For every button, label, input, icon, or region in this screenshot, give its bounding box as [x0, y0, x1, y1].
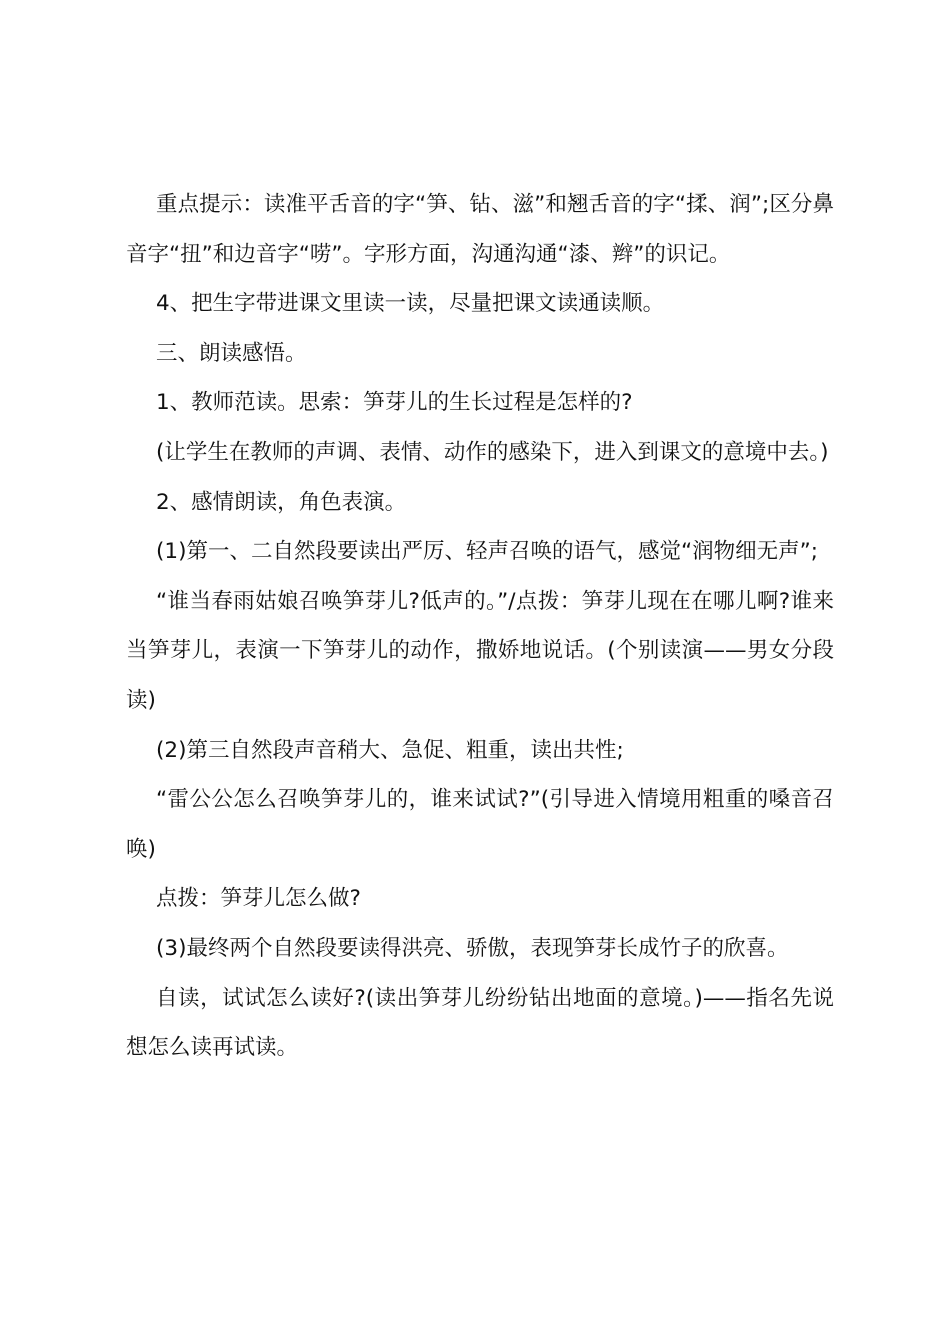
paragraph-spring-rain: “谁当春雨姑娘召唤笋芽儿?低声的。”/点拨：笋芽儿现在在哪儿啊?谁来当笋芽儿，表演一下笋芽儿的动作，撒娇地说话。(个别读演——男女分段读)	[126, 588, 834, 713]
paragraph-self-reading: 自读，试试怎么读好?(读出笋芽儿纷纷钻出地面的意境。)——指名先说想怎么读再试读。	[126, 985, 834, 1061]
paragraph-part-3: (3)最终两个自然段要读得洪亮、骄傲，表现笋芽长成竹子的欣喜。	[156, 935, 789, 961]
paragraph-key-hints: 重点提示：读准平舌音的字“笋、钻、滋”和翘舌音的字“揉、润”;区分鼻音字“扭”和边音字“唠”。字形方面，沟通沟通“漆、辫”的识记。	[126, 192, 834, 267]
paragraph-step-4: 4、把生字带进课文里读一读，尽量把课文读通读顺。	[156, 291, 665, 317]
section-heading-reading: 三、朗读感悟。	[156, 340, 307, 366]
paragraph-part-2: (2)第三自然段声音稍大、急促、粗重，读出共性;	[156, 737, 624, 763]
paragraph-teacher-reading: 1、教师范读。思索：笋芽儿的生长过程是怎样的?	[156, 390, 633, 416]
paragraph-teacher-note: (让学生在教师的声调、表情、动作的感染下，进入到课文的意境中去。)	[156, 439, 829, 465]
paragraph-emotional-reading: 2、感情朗读，角色表演。	[156, 489, 407, 515]
document-body	[126, 180, 834, 1073]
paragraph-guidance: 点拨：笋芽儿怎么做?	[156, 886, 361, 912]
paragraph-part-1: (1)第一、二自然段要读出严厉、轻声召唤的语气，感觉“润物细无声”;	[156, 539, 818, 565]
paragraph-thunder: “雷公公怎么召唤笋芽儿的，谁来试试?”(引导进入情境用粗重的嗓音召唤)	[126, 787, 834, 862]
